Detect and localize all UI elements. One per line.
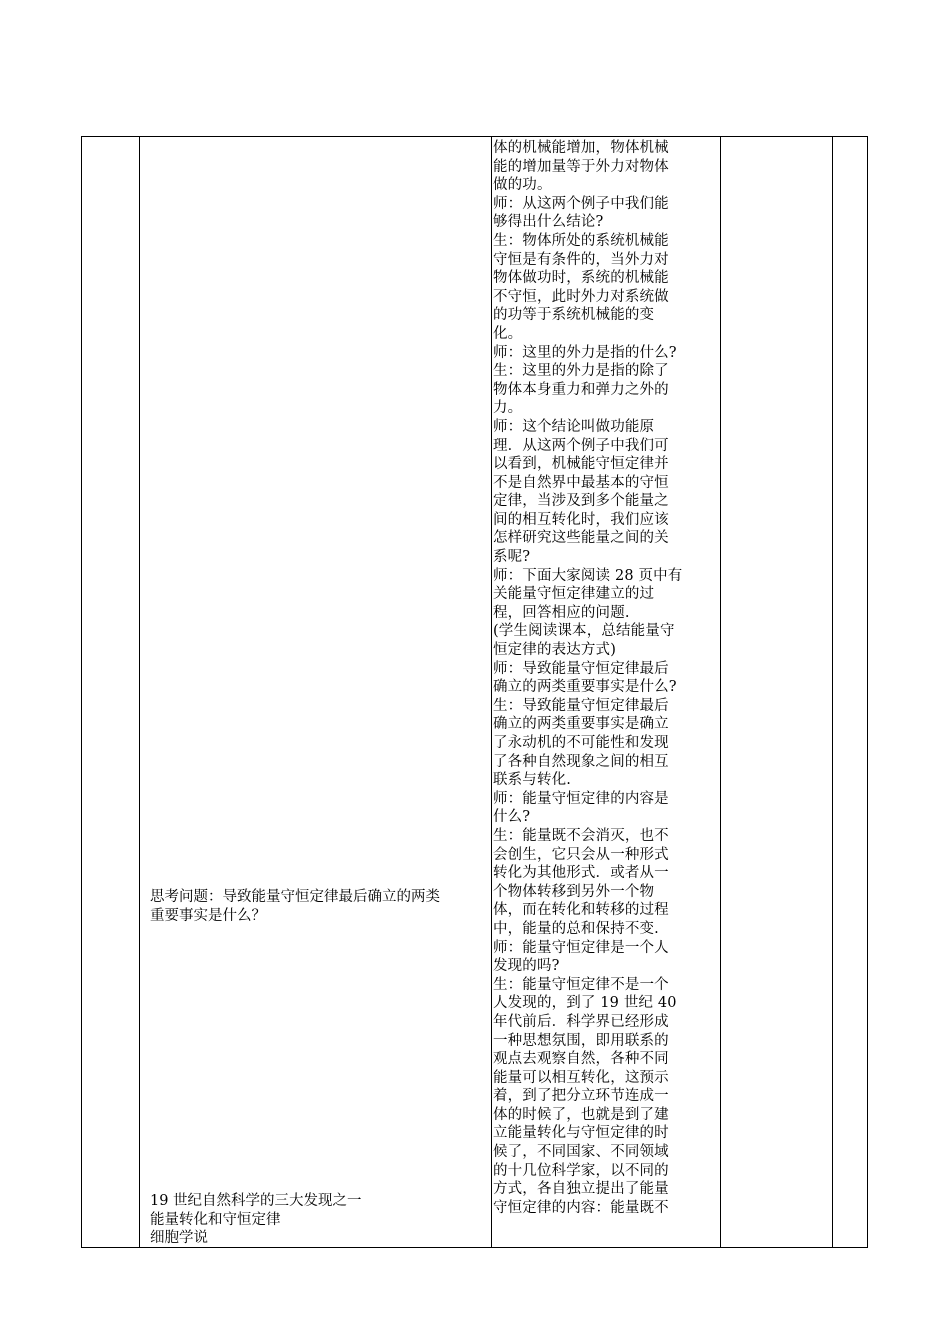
dialogue-line: 师：这个结论叫做功能原 <box>493 418 655 435</box>
dialogue-line: 发现的吗? <box>493 958 560 975</box>
dialogue-line: 师：从这两个例子中我们能 <box>493 195 669 212</box>
dialogue-line: 物体做功时，系统的机械能 <box>493 270 669 287</box>
dialogue-line: 一种思想氛围，即用联系的 <box>493 1032 669 1049</box>
dialogue-line: 转化为其他形式．或者从一 <box>493 865 669 882</box>
column-divider <box>832 137 833 1247</box>
dialogue-line: 师：下面大家阅读 28 页中有 <box>493 567 683 584</box>
dialogue-line: 个物体转移到另外一个物 <box>493 883 655 900</box>
dialogue-line: 能量可以相互转化，这预示 <box>493 1069 669 1086</box>
dialogue-line: 理．从这两个例子中我们可 <box>493 437 669 454</box>
dialogue-line: 联系与转化. <box>493 772 572 789</box>
dialogue-line: 恒定律的表达方式) <box>493 642 617 659</box>
column-divider <box>720 137 721 1247</box>
dialogue-line: 体的时候了，也就是到了建 <box>493 1106 669 1123</box>
dialogue-line: 师：这里的外力是指的什么? <box>493 344 677 361</box>
dialogue-line: 化。 <box>493 325 523 342</box>
lesson-plan-table <box>81 136 868 1248</box>
dialogue-line: (学生阅读课本，总结能量守 <box>493 623 675 640</box>
dialogue-line: 候了，不同国家、不同领域 <box>493 1144 669 1161</box>
dialogue-line: 生：这里的外力是指的除了 <box>493 363 669 380</box>
dialogue-line: 体的机械能增加，物体机械 <box>493 140 669 156</box>
science-discoveries-note: 19 世纪自然科学的三大发现之一 能量转化和守恒定律 细胞学说 <box>150 1193 362 1247</box>
dialogue-line: 确立的两类重要事实是确立 <box>493 716 669 733</box>
column-divider <box>491 137 492 1247</box>
teacher-student-dialogue-column <box>493 139 720 1247</box>
dialogue-line: 师：能量守恒定律的内容是 <box>493 790 669 807</box>
dialogue-line: 了永动机的不可能性和发现 <box>493 735 669 751</box>
dialogue-line: 立能量转化与守恒定律的时 <box>493 1125 669 1142</box>
dialogue-line: 生：导致能量守恒定律最后 <box>493 697 669 714</box>
dialogue-line: 做的功。 <box>493 177 552 194</box>
dialogue-line: 力。 <box>493 400 523 417</box>
dialogue-line: 够得出什么结论? <box>493 214 604 231</box>
dialogue-line: 间的相互转化时，我们应该 <box>493 511 669 528</box>
dialogue-line: 关能量守恒定律建立的过 <box>493 586 655 603</box>
dialogue-line: 什么? <box>493 809 531 826</box>
dialogue-line: 生：物体所处的系统机械能 <box>493 232 669 249</box>
dialogue-line: 程，回答相应的问题. <box>493 604 630 621</box>
dialogue-line: 中，能量的总和保持不变. <box>493 920 659 937</box>
dialogue-line: 确立的两类重要事实是什么? <box>493 679 677 696</box>
teaching-notes-column <box>141 137 491 1247</box>
dialogue-line: 守恒定律的内容：能量既不 <box>493 1199 669 1216</box>
dialogue-line: 了各种自然现象之间的相互 <box>493 753 669 770</box>
dialogue-line: 系呢? <box>493 549 531 566</box>
dialogue-line: 人发现的，到了 19 世纪 40 <box>493 995 677 1012</box>
dialogue-line: 生：能量守恒定律不是一个 <box>493 976 669 993</box>
dialogue-line: 观点去观察自然，各种不同 <box>493 1051 669 1068</box>
dialogue-line: 体，而在转化和转移的过程 <box>493 902 669 919</box>
dialogue-line: 生：能量既不会消灭，也不 <box>493 827 669 844</box>
dialogue-line: 定律，当涉及到多个能量之 <box>493 493 669 510</box>
dialogue-line: 年代前后．科学界已经形成 <box>493 1013 669 1030</box>
dialogue-line: 能的增加量等于外力对物体 <box>493 158 669 175</box>
dialogue-line: 会创生，它只会从一种形式 <box>493 846 669 863</box>
dialogue-line: 方式，各自独立提出了能量 <box>493 1181 669 1198</box>
dialogue-line: 不守恒，此时外力对系统做 <box>493 288 669 305</box>
dialogue-line: 的功等于系统机械能的变 <box>493 307 655 324</box>
dialogue-line: 物体本身重力和弹力之外的 <box>493 381 669 398</box>
dialogue-line: 以看到，机械能守恒定律并 <box>493 456 669 473</box>
column-divider <box>139 137 140 1247</box>
dialogue-line: 不是自然界中最基本的守恒 <box>493 474 669 491</box>
dialogue-line: 的十几位科学家，以不同的 <box>493 1162 669 1179</box>
dialogue-line: 师：导致能量守恒定律最后 <box>493 660 669 677</box>
dialogue-line: 守恒是有条件的，当外力对 <box>493 251 669 268</box>
dialogue-line: 怎样研究这些能量之间的关 <box>493 530 669 547</box>
dialogue-line: 师：能量守恒定律是一个人 <box>493 939 669 956</box>
thinking-question: 思考问题：导致能量守恒定律最后确立的两类 重要事实是什么？ <box>150 889 440 924</box>
dialogue-line: 着，到了把分立环节连成一 <box>493 1088 669 1105</box>
